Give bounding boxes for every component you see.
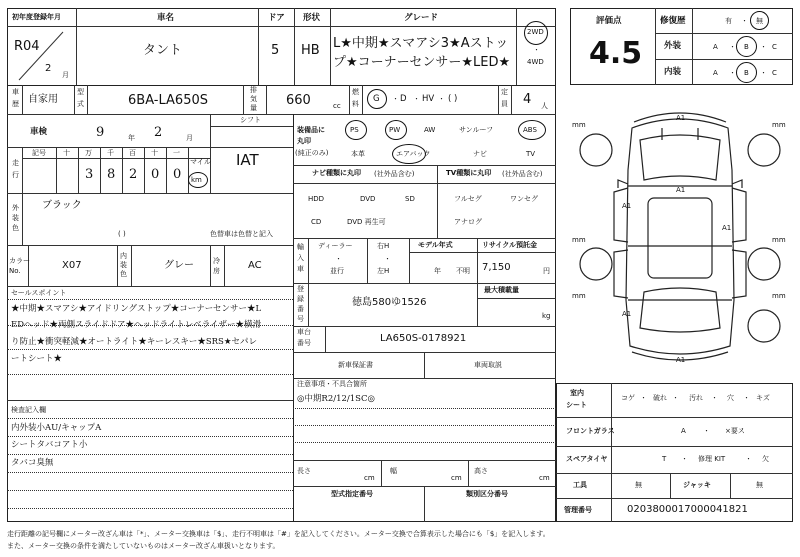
fuel-diesel: D	[400, 94, 407, 104]
seat-scorch: コゲ	[621, 394, 635, 402]
mileage-digit: 2	[129, 167, 138, 182]
seat-dot: ・	[672, 394, 679, 402]
seat-dot: ・	[743, 394, 750, 402]
chassis-label-1: 車台	[297, 328, 311, 336]
interior-grade-a: A	[713, 69, 718, 77]
equipment-aw: AW	[424, 126, 436, 134]
import-left-hand: 左H	[377, 267, 390, 275]
dimension-width-label: 幅	[390, 467, 397, 475]
car-name-label: 車名	[157, 13, 175, 23]
displacement-unit: cc	[333, 102, 341, 110]
equipment-sunroof: サンルーフ	[459, 126, 494, 134]
color-paren: ( )	[118, 230, 126, 238]
ac-value: AC	[248, 260, 262, 271]
usage-value: 自家用	[28, 94, 58, 105]
inspection-year-unit: 年	[128, 134, 135, 142]
mileage-digit: 0	[151, 167, 160, 182]
grade-line-1: L★中期★スマアシ3★Aストッ	[333, 36, 509, 51]
interior-seat-label-1: 室内	[570, 389, 584, 397]
interior-seat-label-2: シート	[566, 401, 587, 409]
spare-dot: ・	[745, 455, 752, 463]
fuel-gas: G	[373, 94, 380, 104]
exterior-label: 外装	[664, 41, 682, 51]
usage-label-2: 歴	[12, 100, 19, 108]
exterior-dot: ・	[729, 43, 736, 51]
navi-sd: SD	[405, 195, 415, 203]
equipment-title-1: 装備品に	[297, 126, 325, 134]
fuel-other: ( )	[448, 94, 458, 104]
interior-dot: ・	[729, 69, 736, 77]
tv-title: TV種類に丸印	[446, 169, 492, 177]
condition-table	[556, 383, 793, 522]
mileage-label-1: 走	[12, 159, 19, 167]
tv-title-note: (社外品含む)	[502, 170, 543, 178]
usage-label-1: 車	[12, 88, 19, 96]
warranty-new-car: 新車保証書	[338, 361, 373, 369]
displacement-label-3: 量	[250, 104, 257, 112]
mileage-unit-km: km	[191, 176, 202, 184]
navi-dvd: DVD	[360, 195, 376, 203]
spare-missing: 欠	[762, 455, 769, 463]
shift-value: IAT	[236, 151, 259, 169]
windshield-label: フロントガラス	[566, 427, 615, 435]
repair-yes: 有	[725, 17, 732, 25]
model-year-unit: 年	[434, 267, 441, 275]
inspector-label: 検査記入欄	[11, 406, 46, 414]
exterior-grade-c: C	[772, 43, 777, 51]
import-label-2: 入	[297, 254, 304, 262]
month-unit: 月	[62, 71, 69, 79]
fuel-dot-2: ・	[413, 95, 420, 103]
footer-note-2: また、メーター交換の条件を満たしていないものはメーター改ざん車扱いとなります。	[7, 542, 280, 550]
first-reg-year: R04	[14, 39, 40, 54]
inspector-line: 内外装小AU/キャップA	[11, 423, 102, 433]
digit-label-10k: 万	[85, 149, 92, 157]
displacement-label-2: 気	[250, 95, 257, 103]
fuel-label-1: 燃	[352, 88, 359, 96]
model-year-label: モデル年式	[418, 241, 453, 249]
navi-title-note: (社外品含む)	[374, 170, 415, 178]
management-value: 0203800017000041821	[627, 504, 748, 515]
drive-2wd: 2WD	[527, 28, 544, 36]
spare-kit: 修理 KIT	[698, 455, 726, 463]
spare-dot: ・	[681, 455, 688, 463]
grade-line-2: プ★コーナーセンサー★LED★	[333, 55, 511, 70]
interior-dot: ・	[760, 69, 767, 77]
max-load-unit: kg	[542, 312, 551, 320]
tools-label: 工具	[573, 481, 587, 489]
interior-grade-c: C	[772, 69, 777, 77]
sales-point-line: ★中期★スマアシ★アイドリングストップ★コーナーセンサー★L	[11, 304, 262, 314]
dimension-unit: cm	[539, 474, 550, 482]
interior-color-value: グレー	[164, 260, 194, 271]
interior-color-label-3: 色	[120, 270, 127, 278]
mileage-digit: 0	[173, 167, 182, 182]
displacement-label-1: 排	[250, 86, 257, 94]
sales-point-line: EDヘッド★両側スライドドア★ヘッドライトレベライザー★横滑	[11, 320, 262, 330]
damage-mark: A1	[722, 224, 732, 232]
mileage-symbol-label: 記号	[32, 149, 46, 157]
digit-label-100k: 十	[63, 149, 70, 157]
tools-value: 無	[635, 481, 642, 489]
import-label-3: 車	[297, 265, 304, 273]
first-reg-month: 2	[45, 63, 52, 74]
fuel-dot-3: ・	[438, 95, 445, 103]
tire-label: mm	[572, 236, 586, 244]
navi-title: ナビ種類に丸印	[312, 169, 361, 177]
body-value: HB	[301, 43, 320, 58]
fuel-hybrid: HV	[422, 94, 435, 104]
recycle-value: 7,150	[482, 262, 511, 273]
spare-tire-label: スペアタイヤ	[566, 455, 608, 463]
import-label-1: 輸	[297, 243, 304, 251]
category-number-label: 類別区分番号	[466, 490, 508, 498]
registration-label-1: 登	[297, 285, 304, 293]
navi-hdd: HDD	[308, 195, 325, 203]
navi-cd: CD	[311, 218, 322, 226]
first-reg-label: 初年度登録年月	[12, 13, 61, 21]
tire-label: mm	[572, 292, 586, 300]
seat-hole: 穴	[727, 394, 734, 402]
color-label-3: 色	[12, 224, 19, 232]
footer-note-1: 走行距離の記号欄にメーター改ざん車は「*」、メーター交換車は「$」、走行不明車は「#」を記入してください。メーター交換で合算表示した場合にも「$」を記入します。	[7, 530, 550, 538]
tire-label: mm	[772, 236, 786, 244]
model-label-2: 式	[77, 100, 84, 108]
import-dealer: ディーラー	[318, 242, 353, 250]
digit-label-100: 百	[129, 149, 136, 157]
interior-color-label-1: 内	[120, 252, 127, 260]
damage-mark: A1	[676, 186, 686, 194]
inspector-line: タバコ臭無	[11, 458, 54, 468]
windshield-dot: ・	[703, 427, 710, 435]
shift-label: シフト	[240, 116, 261, 124]
seat-tear: 破れ	[653, 394, 667, 402]
notes-label: 注意事項・不具合箇所	[297, 380, 367, 388]
damage-mark: A1	[622, 202, 632, 210]
registration-label-4: 号	[297, 315, 304, 323]
equipment-leather: 本革	[351, 150, 365, 158]
tire-label: mm	[572, 121, 586, 129]
color-code-value: X07	[62, 260, 82, 271]
chassis-value: LA650S-0178921	[380, 333, 467, 344]
windshield-a: A	[681, 427, 686, 435]
color-label-2: 装	[12, 214, 19, 222]
mileage-unit-mile: マイル	[190, 158, 211, 166]
digit-label-1: 一	[173, 149, 180, 157]
car-damage-diagram	[562, 100, 798, 380]
exterior-grade-a: A	[713, 43, 718, 51]
exterior-grade-b: B	[744, 43, 749, 51]
recycle-label: リサイクル預託金	[482, 241, 538, 249]
doors-value: 5	[271, 43, 280, 58]
import-parallel: 並行	[330, 267, 344, 275]
registration-label-2: 録	[297, 295, 304, 303]
repair-no: 無	[756, 17, 763, 25]
inspection-label: 車検	[30, 127, 48, 137]
ac-label-1: 冷	[213, 257, 220, 265]
color-code-label-1: カラー	[9, 257, 30, 265]
mileage-digit: 8	[107, 167, 116, 182]
exterior-dot: ・	[760, 43, 767, 51]
inspector-line: シートタバコアト小	[11, 440, 88, 450]
max-load-label: 最大積載量	[484, 286, 519, 294]
windshield-x: ×要ス	[725, 427, 745, 435]
score-value: 4.5	[589, 36, 643, 71]
ac-label-2: 房	[213, 267, 220, 275]
equipment-navi: ナビ	[473, 150, 487, 158]
fuel-dot-1: ・	[392, 95, 399, 103]
warranty-manual: 車両取説	[474, 361, 502, 369]
fuel-label-2: 料	[352, 100, 359, 108]
registration-value: 徳島580ゆ1526	[352, 297, 427, 308]
model-label-1: 型	[77, 88, 84, 96]
import-dot: ・	[335, 255, 342, 263]
recycle-unit: 円	[543, 267, 550, 275]
management-label: 管理番号	[564, 506, 592, 514]
model-year-value: 不明	[456, 267, 470, 275]
chassis-label-2: 番号	[297, 339, 311, 347]
navi-dvd-player: DVD 再生可	[347, 218, 386, 226]
dimension-height-label: 高さ	[474, 467, 488, 475]
equipment-ps: PS	[350, 126, 359, 134]
capacity-label-2: 員	[501, 100, 508, 108]
inspection-month-unit: 月	[186, 134, 193, 142]
inspection-year: 9	[96, 125, 105, 140]
model-value: 6BA-LA650S	[128, 93, 208, 108]
car-name: タント	[143, 43, 183, 58]
sales-point-line: ートシート★	[11, 354, 63, 364]
displacement-value: 660	[286, 93, 311, 108]
notes-value: ◎中期R2/12/1SC◎	[297, 394, 375, 404]
doors-label: ドア	[268, 13, 285, 23]
interior-grade-b: B	[744, 69, 749, 77]
mileage-label-2: 行	[12, 171, 19, 179]
seat-dot: ・	[711, 394, 718, 402]
tire-label: mm	[772, 121, 786, 129]
interior-label: 内装	[664, 67, 682, 77]
repair-label: 修復歴	[660, 16, 686, 26]
interior-color-label-2: 装	[120, 261, 127, 269]
equipment-title-2: 丸印	[297, 137, 311, 145]
import-dot: ・	[384, 255, 391, 263]
color-code-label-2: No.	[9, 267, 21, 275]
mileage-digit: 3	[85, 167, 94, 182]
damage-mark: A1	[676, 114, 686, 122]
repair-dot: ・	[741, 17, 748, 25]
equipment-abs: ABS	[523, 126, 537, 134]
color-value: ブラック	[42, 200, 82, 211]
equipment-airbag: エアバック	[396, 150, 431, 158]
seat-stain: 汚れ	[689, 394, 703, 402]
drive-dot: ・	[533, 46, 540, 54]
sales-point-line: り防止★衝突軽減★オートライト★キーレスキー★SRS★セパレ	[11, 337, 257, 347]
dimension-length-label: 長さ	[297, 467, 311, 475]
type-designation-label: 型式指定番号	[331, 490, 373, 498]
damage-mark: A1	[676, 356, 686, 364]
seat-scratch: キズ	[756, 394, 770, 402]
equipment-tv: TV	[526, 150, 536, 158]
capacity-label-1: 定	[501, 88, 508, 96]
tire-label: mm	[772, 292, 786, 300]
color-label-1: 外	[12, 204, 19, 212]
score-label: 評価点	[596, 16, 622, 26]
tv-analog: アナログ	[454, 218, 482, 226]
dimension-unit: cm	[364, 474, 375, 482]
equipment-title-3: (純正のみ)	[295, 149, 329, 157]
color-note: 色替車は色替と記入	[210, 230, 273, 238]
dimension-unit: cm	[451, 474, 462, 482]
equipment-pw: PW	[389, 126, 401, 134]
digit-label-10: 十	[151, 149, 158, 157]
grade-label: グレード	[404, 13, 439, 23]
capacity-unit: 人	[541, 102, 548, 110]
sales-points-label: セールスポイント	[11, 289, 67, 297]
jack-label: ジャッキ	[683, 481, 711, 489]
capacity-value: 4	[523, 92, 532, 107]
body-label: 形状	[303, 13, 321, 23]
tv-oneseg: ワンセグ	[510, 195, 538, 203]
import-right-hand: 右H	[377, 242, 390, 250]
registration-label-3: 番	[297, 305, 304, 313]
tv-fullseg: フルセグ	[454, 195, 482, 203]
inspection-month: 2	[154, 125, 163, 140]
header-label-line	[7, 26, 556, 27]
seat-dot: ・	[640, 394, 647, 402]
drive-4wd: 4WD	[527, 58, 544, 66]
spare-t: T	[662, 455, 667, 463]
digit-label-1k: 千	[107, 149, 114, 157]
damage-mark: A1	[622, 310, 632, 318]
jack-value: 無	[756, 481, 763, 489]
